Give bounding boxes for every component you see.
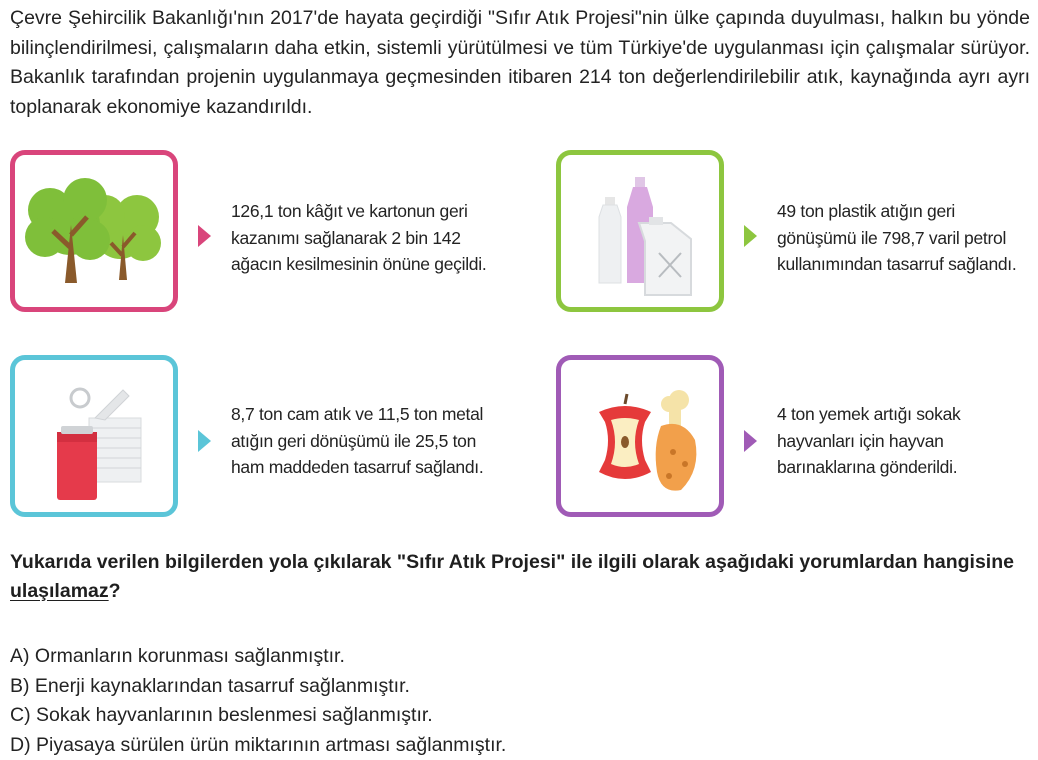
- question-stem: Yukarıda verilen bilgilerden yola çıkılarak "Sıfır Atık Projesi" ile ilgili olarak aşağıdaki yorumlardan hangisine ulaşılamaz?: [10, 548, 1030, 606]
- option-a[interactable]: A) Ormanların korunması sağlanmıştır.: [10, 642, 506, 672]
- arrow-metal-icon: [198, 430, 211, 452]
- fact-paper: 126,1 ton kâğıt ve kartonun geri kazanımı sağlanarak 2 bin 142 ağacın kesilmesinin önüne geçildi.: [231, 198, 486, 278]
- card-plastic: [556, 150, 724, 312]
- food-waste-icon: [561, 360, 719, 512]
- arrow-plastic-icon: [744, 225, 757, 247]
- answer-options: [10, 642, 506, 760]
- card-metal-glass: [10, 355, 178, 517]
- intro-paragraph: Çevre Şehircilik Bakanlığı'nın 2017'de hayata geçirdiği "Sıfır Atık Projesi"nin ülke çapında duyulması, halkın bu yönde bilinçlendirilmesi, çalışmaların daha etkin, sistemli yürütülmesi ve tüm Türkiye'de uygulanması için çalışmalar sürüyor. Bakanlık tarafından projenin uygulanmaya geçmesinden itibaren 214 ton değerlendirilebilir atık, kaynağında ayrı ayrı toplanarak ekonomiye kazandırıldı.: [10, 4, 1030, 122]
- card-paper: [10, 150, 178, 312]
- arrow-paper-icon: [198, 225, 211, 247]
- plastic-bottles-icon: [561, 155, 719, 307]
- fact-metal-glass: 8,7 ton cam atık ve 11,5 ton metal atığın geri dönüşümü ile 25,5 ton ham maddeden tasarruf sağlandı.: [231, 401, 483, 481]
- fact-plastic: 49 ton plastik atığın geri gönüşümü ile 798,7 varil petrol kullanımından tasarruf sağlandı.: [777, 198, 1016, 278]
- fact-food: 4 ton yemek artığı sokak hayvanları için hayvan barınaklarına gönderildi.: [777, 401, 960, 481]
- trees-icon: [15, 155, 173, 307]
- can-icon: [15, 360, 173, 512]
- option-c[interactable]: C) Sokak hayvanlarının beslenmesi sağlanmıştır.: [10, 701, 506, 731]
- arrow-food-icon: [744, 430, 757, 452]
- option-d[interactable]: D) Piyasaya sürülen ürün miktarının artması sağlanmıştır.: [10, 731, 506, 760]
- emphasis-underline: ulaşılamaz: [10, 580, 109, 602]
- option-b[interactable]: B) Enerji kaynaklarından tasarruf sağlanmıştır.: [10, 672, 506, 702]
- card-food: [556, 355, 724, 517]
